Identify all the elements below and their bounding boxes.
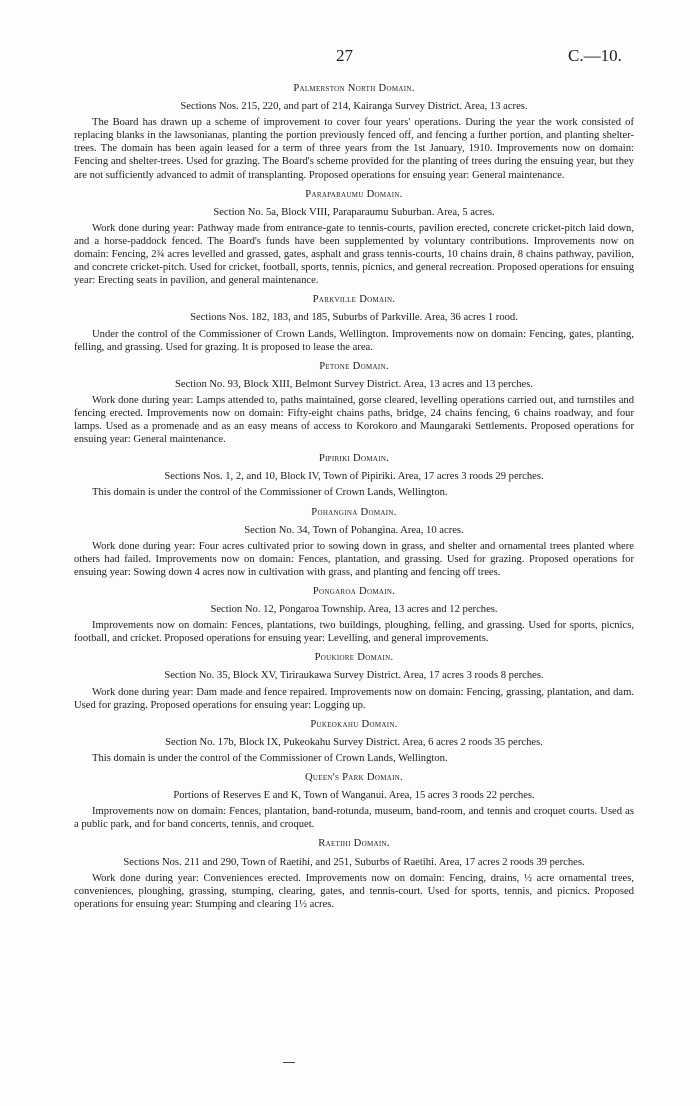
section-heading: Pukeokahu Domain. <box>310 718 398 730</box>
section-body: This domain is under the control of the Commissioner of Crown Lands, Wellington. <box>92 752 448 764</box>
document-body <box>74 82 634 917</box>
section-subheading: Sections Nos. 182, 183, and 185, Suburbs of Parkville. Area, 36 acres 1 rood. <box>190 312 518 324</box>
section-body: The Board has drawn up a scheme of improvement to cover four years' operations. During the year the work consisted of replacing blanks in the lawsonianas, planting the portion previously fenced off, and fencing a further portion, and planting shelter-trees. The domain has been again leased for a term of three years from the 1st January, 1910. Improvements now on domain: Fencing and shelter-trees. Used for grazing. The Board's scheme provided for the planting of trees during the ensuing year, but they are not sufficiently advanced to admit of transplanting. Proposed operations for ensuing year: General maintenance. <box>74 117 634 181</box>
section-body: Work done during year: Conveniences erected. Improvements now on domain: Fencing, drains, ½ acre ornamental trees, conveniences, ploughing, grassing, stumping, clearing, gates, and tennis-court. Used for sports, tennis, and picnics. Proposed operations for ensuing year: Stumping and clearing 1½ acres. <box>74 872 634 910</box>
section-queens-park <box>74 771 634 831</box>
section-heading: Raetihi Domain. <box>318 838 390 850</box>
section-poukiore <box>74 651 634 711</box>
section-subheading: Section No. 34, Town of Pohangina. Area, 10 acres. <box>244 524 464 536</box>
section-subheading: Section No. 17b, Block IX, Pukeokahu Survey District. Area, 6 acres 2 roods 35 perches. <box>165 736 543 748</box>
section-subheading: Section No. 12, Pongaroa Township. Area, 13 acres and 12 perches. <box>210 604 498 616</box>
page-number: 27 <box>336 46 353 65</box>
section-palmerston-north <box>74 82 634 182</box>
section-body: This domain is under the control of the Commissioner of Crown Lands, Wellington. <box>92 487 448 499</box>
section-heading: Poukiore Domain. <box>314 652 394 664</box>
section-subheading: Section No. 93, Block XIII, Belmont Survey District. Area, 13 acres and 13 perches. <box>174 378 534 390</box>
section-heading: Petone Domain. <box>319 360 389 372</box>
section-body: Work done during year: Pathway made from entrance-gate to tennis-courts, pavilion erected, concrete cricket-pitch laid down, and a horse-paddock fenced. The Board's funds have been supplemented by voluntary contributions. Improvements now on domain: Fencing, 2¾ acres levelled and grassed, gates, asphalt and grass tennis-courts, 10 chains drain, 8 chains pathway, pavilion, and concrete cricket-pitch. Used for cricket, football, sports, tennis, picnics, and general recreation. Proposed operations for ensuing year: Erecting seats in pavilion, and general maintenance. <box>74 222 634 287</box>
section-body: Improvements now on domain: Fences, plantations, two buildings, ploughing, felling, and grassing. Used for sports, picnics, football, and cricket. Proposed operations for ensuing year: Levelling, and general improvements. <box>74 620 634 645</box>
section-heading: Pongaroa Domain. <box>312 586 396 597</box>
section-parkville <box>74 293 634 353</box>
section-body: Improvements now on domain: Fences, plantation, band-rotunda, museum, band-room, and tennis and croquet courts. Used as a public park, and for band concerts, tennis, and croquet. <box>74 806 634 831</box>
section-subheading: Section No. 5a, Block VIII, Paraparaumu Suburban. Area, 5 acres. <box>213 206 495 218</box>
footer-rule <box>283 1062 295 1063</box>
section-heading: Pohangina Domain. <box>311 506 397 518</box>
section-heading: Pipiriki Domain. <box>318 453 390 465</box>
section-subheading: Sections Nos. 1, 2, and 10, Block IV, Town of Pipiriki. Area, 17 acres 3 roods 29 perches. <box>164 471 544 483</box>
page-header <box>0 46 700 70</box>
section-heading: Palmerston North Domain. <box>293 83 415 94</box>
section-pukeokahu <box>74 718 634 765</box>
section-body: Work done during year: Dam made and fence repaired. Improvements now on domain: Fencing, grassing, plantation, and dam. Used for grazing. Proposed operations for ensuing year: Logging up. <box>74 686 634 711</box>
section-petone <box>74 360 634 447</box>
section-body: Under the control of the Commissioner of Crown Lands, Wellington. Improvements now on domain: Fencing, gates, planting, felling, and grassing. Used for grazing. It is proposed to lease the area. <box>74 328 634 353</box>
section-raetihi <box>74 837 634 910</box>
section-heading: Queen's Park Domain. <box>304 772 404 784</box>
section-subheading: Portions of Reserves E and K, Town of Wanganui. Area, 15 acres 3 roods 22 perches. <box>173 790 535 802</box>
section-heading: Paraparaumu Domain. <box>305 188 403 200</box>
section-pohangina <box>74 506 634 579</box>
document-reference: C.—10. <box>568 46 622 65</box>
section-pongaroa <box>74 585 634 645</box>
section-heading: Parkville Domain. <box>312 294 396 306</box>
section-paraparaumu <box>74 188 634 288</box>
section-pipiriki <box>74 452 634 499</box>
section-subheading: Sections Nos. 211 and 290, Town of Raetihi, and 251, Suburbs of Raetihi. Area, 17 acres 2 roods 39 perches. <box>123 856 585 868</box>
section-body: Work done during year: Four acres cultivated prior to sowing down in grass, and shelter and ornamental trees planted where others had failed. Improvements now on domain: Fences, plantation, and grassing. Used for grazing. Proposed operations for ensuing year: Sowing down 4 acres now in cultivation with grass, and planting and fencing off trees. <box>74 540 634 578</box>
section-subheading: Sections Nos. 215, 220, and part of 214, Kairanga Survey District. Area, 13 acres. <box>180 101 528 113</box>
section-body: Work done during year: Lamps attended to, paths maintained, gorse cleared, levelling operations carried out, and turnstiles and fencing erected. Improvements now on domain: Fifty-eight chains paths, bridge, 24 chains fencing, 6 chains roadway, and four lamps. Used as a promenade and as an easy means of access to Korokoro and Maungaraki Settlements. Proposed operations for ensuing year: General maintenance. <box>74 394 634 446</box>
section-subheading: Section No. 35, Block XV, Tiriraukawa Survey District. Area, 17 acres 3 roods 8 perches. <box>164 670 544 682</box>
